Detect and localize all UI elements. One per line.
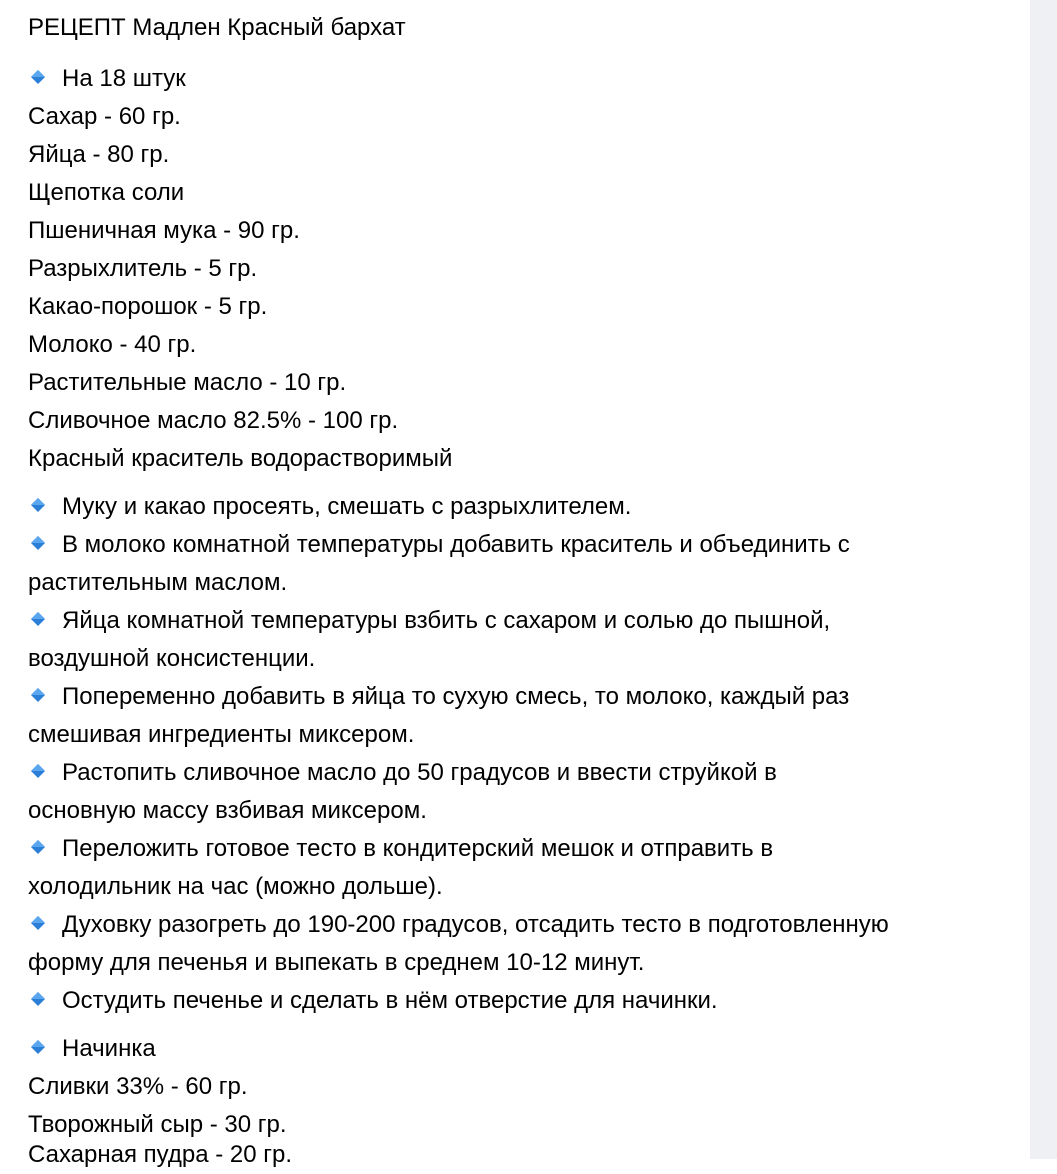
ingredient-item: Сахар - 60 гр.	[28, 103, 181, 130]
filling-heading	[28, 1030, 1018, 1068]
filling-item: Сливки 33% - 60 гр.	[28, 1073, 248, 1100]
step-item	[28, 602, 1018, 640]
filling-item: Творожный сыр - 30 гр.	[28, 1111, 287, 1138]
blue-diamond-icon	[28, 990, 54, 1010]
ingredients-heading-label: На 18 штук	[62, 65, 186, 92]
recipe-post	[28, 8, 1018, 1144]
step-text: Растопить сливочное масло до 50 градусов и ввести струйкой в	[62, 759, 777, 786]
step-text-continued: воздушной консистенции.	[28, 645, 316, 672]
ingredient-item: Растительные масло - 10 гр.	[28, 369, 347, 396]
step-text-continued: основную массу взбивая миксером.	[28, 797, 427, 824]
step-text: В молоко комнатной температуры добавить краситель и объединить с	[62, 531, 850, 558]
blue-diamond-icon	[28, 686, 54, 706]
ingredient-item: Молоко - 40 гр.	[28, 331, 197, 358]
blue-diamond-icon	[28, 762, 54, 782]
page-side-gutter	[1030, 0, 1057, 1159]
step-item	[28, 754, 1018, 792]
blue-diamond-icon	[28, 914, 54, 934]
step-text: Переложить готовое тесто в кондитерский мешок и отправить в	[62, 835, 774, 862]
step-item	[28, 830, 1018, 868]
step-text: Духовку разогреть до 190-200 градусов, отсадить тесто в подготовленную	[62, 911, 889, 938]
step-item	[28, 982, 1018, 1020]
blue-diamond-icon	[28, 838, 54, 858]
step-text: Муку и какао просеять, смешать с разрыхлителем.	[62, 493, 632, 520]
step-text-continued: смешивая ингредиенты миксером.	[28, 721, 415, 748]
ingredient-item: Пшеничная мука - 90 гр.	[28, 217, 300, 244]
ingredients-heading	[28, 60, 1018, 98]
step-text-continued: холодильник на час (можно дольше).	[28, 873, 443, 900]
filling-heading-label: Начинка	[62, 1035, 156, 1062]
ingredient-item: Сливочное масло 82.5% - 100 гр.	[28, 407, 399, 434]
step-text: Остудить печенье и сделать в нём отверстие для начинки.	[62, 987, 718, 1014]
recipe-title: РЕЦЕПТ Мадлен Красный бархат	[28, 14, 406, 41]
ingredient-item: Красный краситель водорастворимый	[28, 445, 453, 472]
ingredient-item: Щепотка соли	[28, 179, 185, 206]
filling-item-cut-off	[28, 1141, 292, 1168]
blue-diamond-icon	[28, 68, 54, 88]
step-item	[28, 906, 1018, 944]
ingredient-item: Яйца - 80 гр.	[28, 141, 170, 168]
ingredient-item: Какао-порошок - 5 гр.	[28, 293, 268, 320]
step-text-continued: растительным маслом.	[28, 569, 288, 596]
step-item	[28, 678, 1018, 716]
step-text: Попеременно добавить в яйца то сухую смесь, то молоко, каждый раз	[62, 683, 850, 710]
blue-diamond-icon	[28, 1038, 54, 1058]
filling-item-cut-off-text: Сахарная пудра - 20 гр.	[28, 1141, 292, 1168]
steps-list	[28, 488, 1018, 1020]
blue-diamond-icon	[28, 496, 54, 516]
blue-diamond-icon	[28, 534, 54, 554]
step-text-continued: форму для печенья и выпекать в среднем 10-12 минут.	[28, 949, 645, 976]
ingredient-item: Разрыхлитель - 5 гр.	[28, 255, 258, 282]
step-item	[28, 488, 1018, 526]
step-text: Яйца комнатной температуры взбить с сахаром и солью до пышной,	[62, 607, 831, 634]
step-item	[28, 526, 1018, 564]
blue-diamond-icon	[28, 610, 54, 630]
